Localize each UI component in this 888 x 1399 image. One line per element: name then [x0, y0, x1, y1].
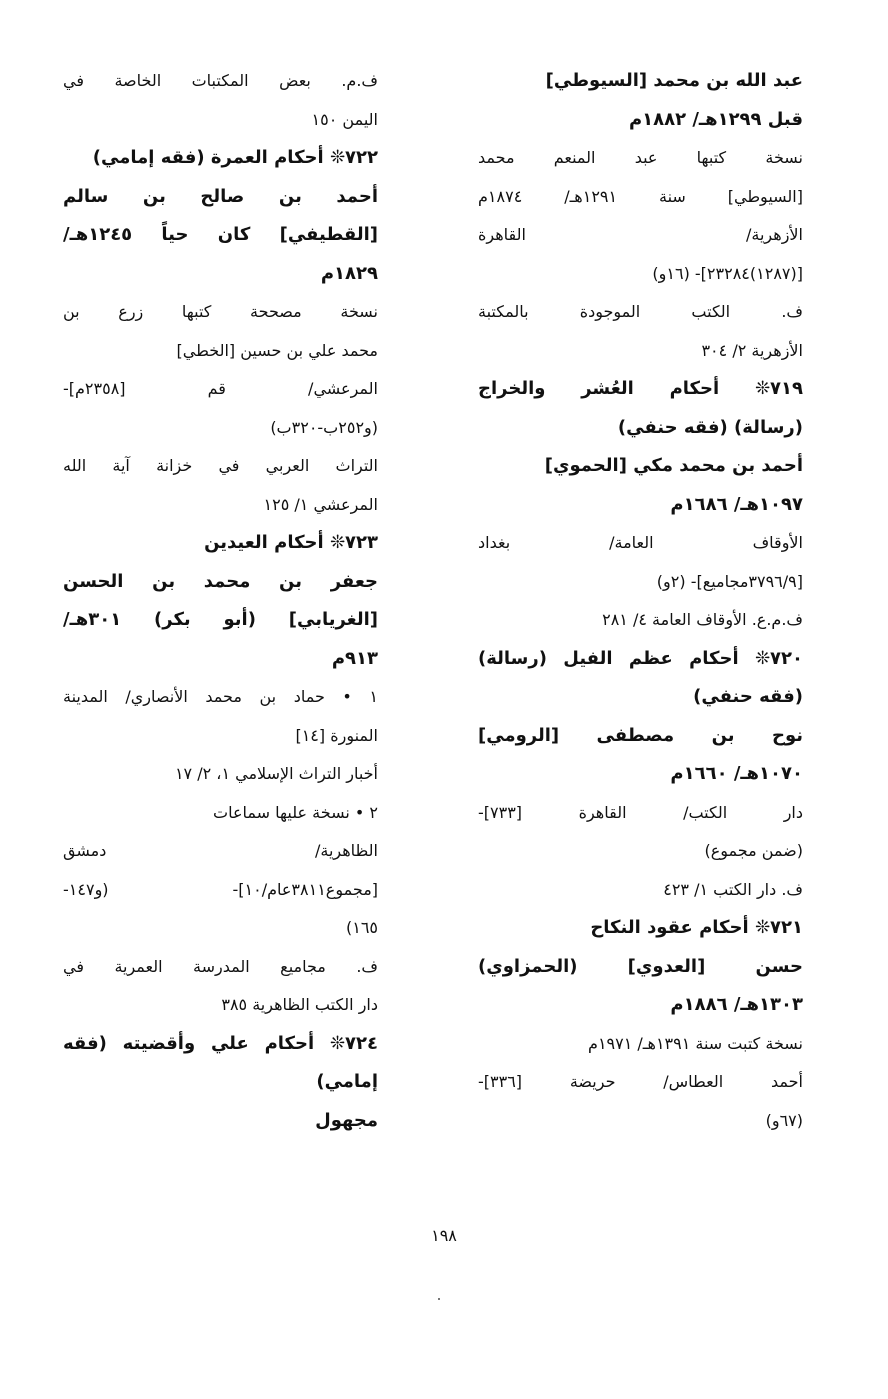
- page-number: ١٩٨: [431, 1226, 457, 1245]
- left-column-line: ٧٢٣❊ أحكام العيدين: [204, 532, 378, 553]
- left-column-line: المرعشي ١/ ١٢٥: [263, 494, 378, 514]
- right-column-line: ٧٢١❊ أحكام عقود النكاح: [590, 917, 803, 938]
- left-column-line: ٢ • نسخة عليها سماعات: [213, 802, 378, 822]
- right-column-line: نوح بن مصطفى [الرومي]: [478, 724, 803, 746]
- right-column-line: الأزهرية/ القاهرة: [478, 225, 803, 244]
- left-column-line: المنورة [١٤]: [295, 725, 378, 745]
- left-column-line: إمامي): [316, 1071, 378, 1092]
- left-column-line: مجهول: [315, 1109, 378, 1131]
- left-column-line: المرعشي/ قم [٢٣٥٨م]-: [63, 379, 378, 398]
- left-column-line: (و٢٥٢ب-٣٢٠ب): [270, 417, 378, 437]
- left-column-line: دار الكتب الظاهرية ٣٨٥: [221, 995, 378, 1014]
- left-column-line: التراث العربي في خزانة آية الله: [63, 456, 378, 475]
- right-column-line: [(١٢٨٧)٢٣٢٨٤]- (١٦و): [652, 263, 803, 283]
- right-column-line: الأوقاف العامة/ بغداد: [478, 533, 803, 552]
- left-column-line: ف.م. بعض المكتبات الخاصة في: [63, 71, 378, 90]
- right-column-line: نسخة كتبها عبد المنعم محمد: [478, 148, 803, 167]
- left-column: [63, 62, 378, 1140]
- left-column-line: ١٦٥): [345, 918, 378, 937]
- left-column-line: نسخة مصححة كتبها زرع بن: [63, 302, 378, 321]
- left-column-line: [القطيفي] كان حياً ١٢٤٥هـ/: [63, 224, 378, 245]
- right-column-line: (٦٧و): [765, 1110, 803, 1130]
- right-column-line: دار الكتب/ القاهرة [٧٣٣]-: [478, 802, 803, 822]
- right-column-line: [٣٧٩٦/٩مجاميع]- (٢و): [656, 571, 803, 591]
- right-column-line: قبل ١٢٩٩هـ/ ١٨٨٢م: [628, 108, 803, 130]
- right-column-line: نسخة كتبت سنة ١٣٩١هـ/ ١٩٧١م: [588, 1033, 803, 1053]
- right-column-line: (رسالة) (فقه حنفي): [617, 416, 803, 438]
- right-column: [478, 62, 803, 1140]
- left-column-line: اليمن ١٥٠: [311, 109, 378, 129]
- right-column-line: [السيوطي] سنة ١٢٩١هـ/ ١٨٧٤م: [478, 186, 803, 206]
- right-column-line: (ضمن مجموع): [704, 841, 803, 860]
- right-column-line: حسن [العدوي] (الحمزاوي): [478, 955, 803, 977]
- right-column-line: ف. الكتب الموجودة بالمكتبة: [478, 302, 803, 321]
- right-column-line: ف. دار الكتب ١/ ٤٢٣: [663, 879, 803, 899]
- left-column-line: ٧٢٤❊ أحكام علي وأقضيته (فقه: [63, 1032, 378, 1054]
- right-column-line: ١٠٩٧هـ/ ١٦٨٦م: [670, 493, 803, 515]
- left-column-line: ٧٢٢❊ أحكام العمرة (فقه إمامي): [92, 147, 378, 168]
- left-column-line: ١٨٢٩م: [320, 262, 378, 284]
- left-column-line: محمد علي بن حسين [الخطي]: [176, 340, 378, 360]
- right-column-line: عبد الله بن محمد [السيوطي]: [545, 70, 803, 91]
- left-column-line: ١ • حماد بن محمد الأنصاري/ المدينة: [63, 687, 378, 706]
- left-column-line: أخبار التراث الإسلامي ١، ٢/ ١٧: [174, 764, 378, 783]
- left-column-line: [مجموع٣٨١١عام/١٠]- (و١٤٧-: [63, 879, 378, 899]
- left-column-line: ف. مجاميع المدرسة العمرية في: [63, 956, 378, 976]
- left-column-line: ٩١٣م: [331, 647, 378, 669]
- left-column-line: جعفر بن محمد بن الحسن: [63, 570, 378, 592]
- right-column-line: الأزهرية ٢/ ٣٠٤: [701, 340, 803, 360]
- right-column-line: ٧٢٠❊ أحكام عظم الفيل (رسالة): [478, 647, 803, 669]
- right-column-line: أحمد بن محمد مكي [الحموي]: [544, 455, 803, 476]
- right-column-line: (فقه حنفي): [693, 686, 803, 707]
- right-column-line: ١٣٠٣هـ/ ١٨٨٦م: [670, 994, 803, 1015]
- right-column-line: ف.م.ع. الأوقاف العامة ٤/ ٢٨١: [602, 610, 803, 629]
- left-column-line: أحمد بن صالح بن سالم: [63, 185, 378, 207]
- scan-speck: [438, 1298, 440, 1300]
- right-column-line: أحمد العطاس/ حريضة [٣٣٦]-: [478, 1072, 803, 1091]
- left-column-line: الظاهرية/ دمشق: [63, 841, 378, 860]
- left-column-line: [الغريابي] (أبو بكر) ٣٠١هـ/: [63, 609, 378, 630]
- right-column-line: ٧١٩❊ أحكام العُشر والخراج: [478, 378, 803, 399]
- right-column-line: ١٠٧٠هـ/ ١٦٦٠م: [670, 763, 803, 784]
